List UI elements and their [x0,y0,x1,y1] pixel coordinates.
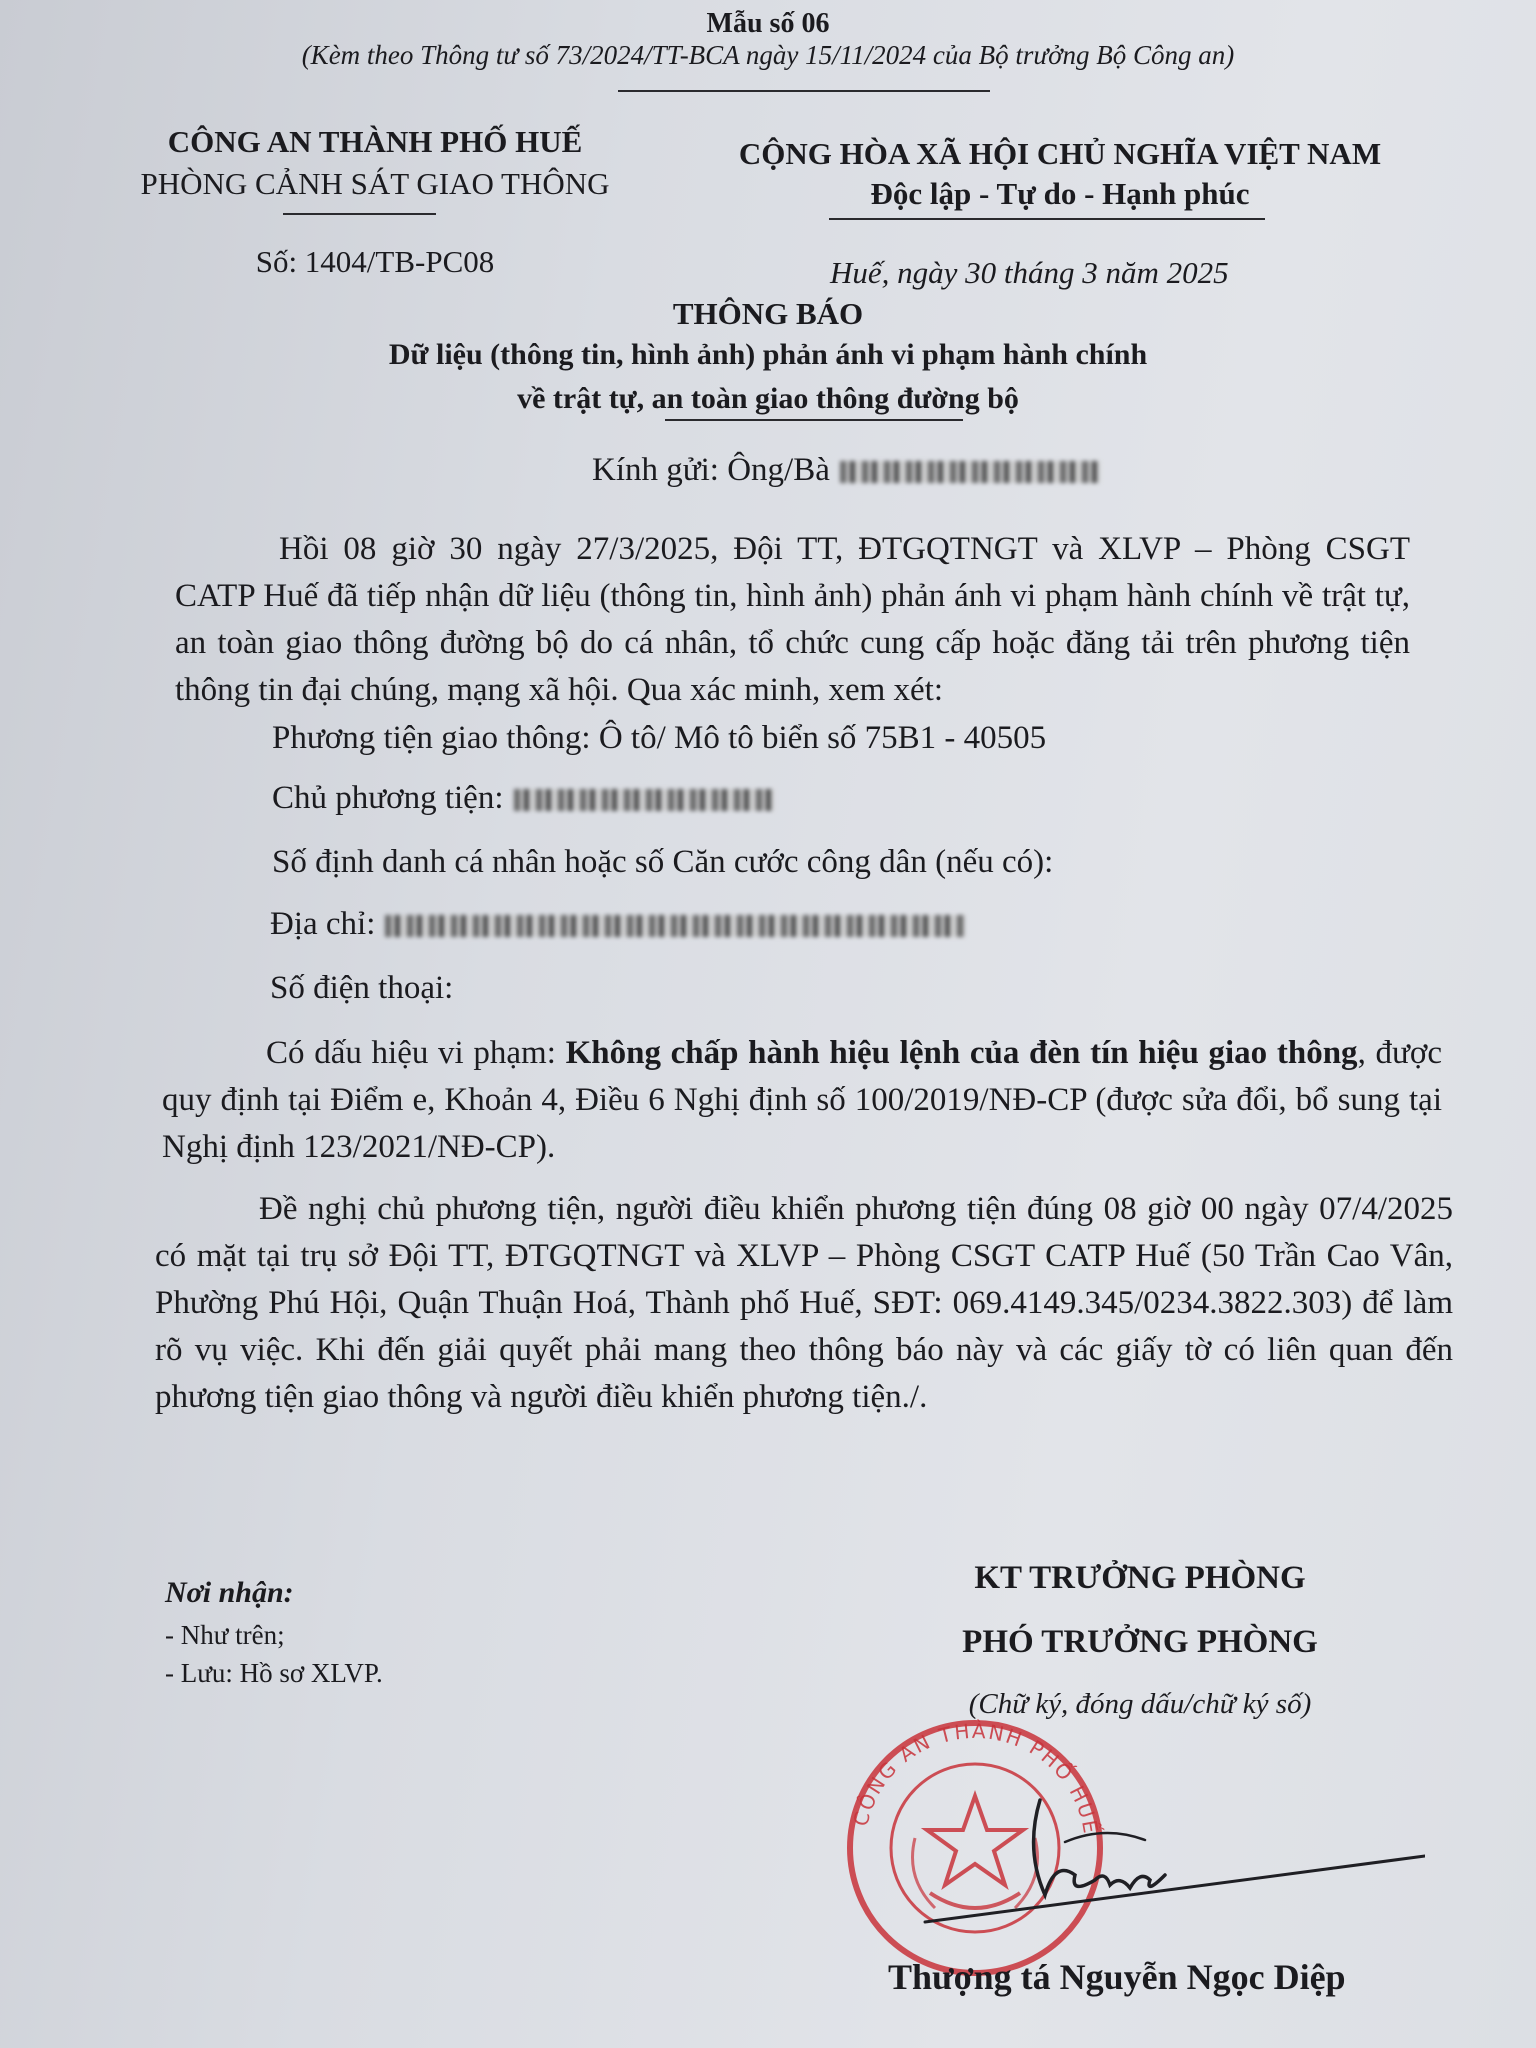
signer-name: Thượng tá Nguyễn Ngọc Diệp [888,1957,1346,1997]
violation-legal-basis: , được quy định tại Điểm e, Khoản 4, Điều 6 Nghị định số 100/2019/NĐ-CP (được sửa đổi, bổ sung tại Nghị định 123/2021/NĐ-CP). [162,1035,1442,1165]
recipient-label: Kính gửi: Ông/Bà [592,452,830,488]
stamp-text: CÔNG AN THÀNH PHỐ HUẾ [848,1718,1104,1837]
violation-type: Không chấp hành hiệu lệnh của đèn tín hiệu giao thông [565,1035,1358,1071]
address-line [270,906,965,943]
agency-parent: CÔNG AN THÀNH PHỐ HUẾ [167,124,583,159]
doc-number: Số: 1404/TB-PC08 [255,244,495,279]
id-line: Số định danh cá nhân hoặc số Căn cước công dân (nếu có): [272,844,1054,880]
attachment-note: (Kèm theo Thông tư số 73/2024/TT-BCA ngày 15/11/2024 của Bộ trưởng Bộ Công an) [301,40,1235,70]
violation-paragraph [162,1030,1442,1171]
address-label: Địa chỉ: [270,906,376,942]
form-title: Mẫu số 06 [706,8,830,39]
intro-paragraph: Hồi 08 giờ 30 ngày 27/3/2025, Đội TT, ĐTGQTNGT và XLVP – Phòng CSGT CATP Huế đã tiếp nhận dữ liệu (thông tin, hình ảnh) phản ánh vi phạm hành chính về trật tự, an toàn giao thông đường bộ do cá nhân, tổ chức cung cấp hoặc đăng tải trên phương tiện thông tin đại chúng, mạng xã hội. Qua xác minh, xem xét: [175,531,1410,708]
motto-underline [829,218,1265,220]
place-date: Huế, ngày 30 tháng 3 năm 2025 [830,255,1229,290]
signer-title-2: PHÓ TRƯỞNG PHÒNG [962,1624,1318,1660]
recipient-item: - Lưu: Hồ sơ XLVP. [165,1658,383,1688]
owner-line [272,780,774,817]
redacted-name [840,461,1100,483]
phone-line: Số điện thoại: [270,970,454,1006]
agency-name: PHÒNG CẢNH SÁT GIAO THÔNG [140,166,610,201]
recipient-line [592,452,1100,489]
redacted-address [385,915,965,937]
notice-subtitle-1: Dữ liệu (thông tin, hình ảnh) phản ánh vi phạm hành chính [388,338,1148,371]
subtitle-underline [665,419,963,421]
header-divider [618,90,990,92]
violation-prefix: Có dấu hiệu vi phạm: [266,1035,566,1071]
nation-name: CỘNG HÒA XÃ HỘI CHỦ NGHĨA VIỆT NAM [738,136,1382,171]
vehicle-line: Phương tiện giao thông: Ô tô/ Mô tô biển số 75B1 - 40505 [272,720,1047,756]
redacted-owner [514,789,774,811]
signature-note: (Chữ ký, đóng dấu/chữ ký số) [968,1688,1312,1720]
motto: Độc lập - Tự do - Hạnh phúc [870,176,1250,211]
recipients-heading: Nơi nhận: [165,1576,294,1609]
signer-title-1: KT TRƯỞNG PHÒNG [974,1560,1306,1596]
owner-label: Chủ phương tiện: [272,780,504,816]
recipient-item: - Như trên; [165,1620,285,1650]
handwritten-signature [905,1780,1425,1930]
notice-title: THÔNG BÁO [672,296,864,331]
request-paragraph: Đề nghị chủ phương tiện, người điều khiển phương tiện đúng 08 giờ 00 ngày 07/4/2025 có mặt tại trụ sở Đội TT, ĐTGQTNGT và XLVP – Phòng CSGT CATP Huế (50 Trần Cao Vân, Phường Phú Hội, Quận Thuận Hoá, Thành phố Huế, SĐT: 069.4149.345/0234.3822.303) để làm rõ vụ việc. Khi đến giải quyết phải mang theo thông báo này và các giấy tờ có liên quan đến phương tiện giao thông và người điều khiển phương tiện./. [155,1191,1453,1415]
notice-subtitle-2: về trật tự, an toàn giao thông đường bộ [517,382,1019,415]
agency-underline [283,213,436,215]
